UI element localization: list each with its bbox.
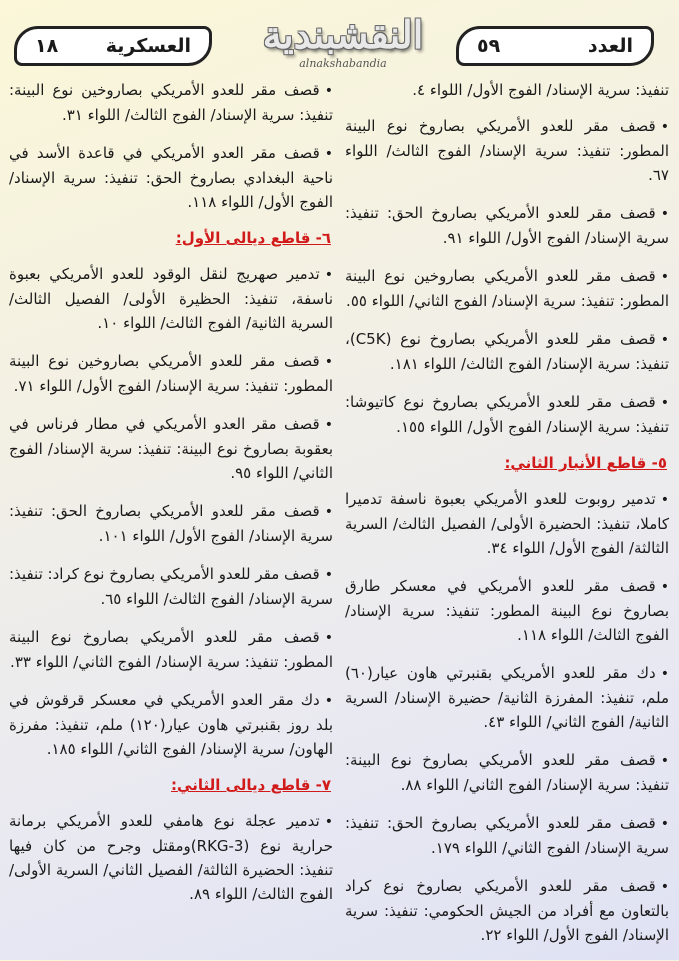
continuation-text: تنفيذ: سرية الإسناد/ الفوج الأول/ اللواء ٤. (412, 81, 669, 99)
page-number: ١٨ (35, 35, 59, 57)
magazine-logo (238, 12, 448, 74)
list-item: •تدمير صهريج لنقل الوقود للعدو الأمريكي بعبوة ناسفة، تنفيذ: الحظيرة الأولى/ الفصيل الثالث/ السرية الثانية/ الفوج الثالث/ اللواء ١٠. (9, 265, 333, 332)
list-item: •قصف مقر للعدو الأمريكي بصاروخ نوع كراد: تنفيذ: سرية الإسناد/ الفوج الثالث/ اللواء ٦٥. (9, 565, 333, 608)
section-badge (14, 26, 212, 66)
list-item: •قصف مقر للعدو الأمريكي بصاروخ نوع (C5K)، تنفيذ: سرية الإسناد/ الفوج الثالث/ اللواء ١٨١. (345, 330, 669, 373)
list-item: •قصف مقر للعدو الأمريكي بصاروخ نوع البينة المطور: تنفيذ: سرية الإسناد/ الفوج الثاني/ اللواء ٣٣. (9, 628, 333, 671)
list-item: •قصف مقر للعدو الأمريكي بصاروخ الحق: تنفيذ: سرية الإسناد/ الفوج الثاني/ اللواء ١٧٩. (345, 814, 669, 857)
list-item: •قصف مقر العدو الأمريكي في مطار فرناس في بعقوبة بصاروخ نوع البينة: تنفيذ: سرية الإسناد/ الفوج الثاني/ اللواء ٩٥. (9, 415, 333, 482)
list-item: •تدمير عجلة نوع هامفي للعدو الأمريكي برمانة حرارية نوع (RKG-3)ومقتل وجرح من كان فيها تنفيذ: الحضيرة الثالثة/ الفصيل الثاني/ السرية الأولى/ الفوج الثالث/ اللواء ٨٩. (9, 812, 333, 903)
list-item: •دك مقر العدو الأمريكي في معسكر قرقوش في بلد روز بقنبرتي هاون عيار(١٢٠) ملم، تنفيذ: مفرزة الهاون/ سرية الإسناد/ الفوج الثاني/ اللواء ١٨٥. (9, 691, 334, 758)
section-label: العسكرية (105, 35, 191, 57)
list-item: •دك مقر للعدو الأمريكي بقنبرتي هاون عيار(٦٠) ملم، تنفيذ: المفرزة الثانية/ حضيرة الإسناد/ السرية الثانية/ الفوج الثاني/ اللواء ٤٣. (345, 664, 669, 731)
logo-title: النقشبندية (262, 12, 424, 57)
list-item: •قصف مقر للعدو الأمريكي بصاروخ نوع البينة المطور: تنفيذ: سرية الإسناد/ الفوج الثالث/ اللواء ٦٧. (345, 117, 669, 184)
issue-badge (456, 26, 654, 66)
section-heading: ٦- قاطع ديالى الأول: (175, 229, 331, 247)
section-heading: ٧- قاطع ديالى الثاني: (171, 776, 331, 794)
list-item: •تدمير روبوت للعدو الأمريكي بعبوة ناسفة تدميرا كاملا، تنفيذ: الحضيرة الأولى/ الفصيل الثالث/ السرية الثالثة/ الفوج الأول/ اللواء ٣٤. (345, 490, 669, 557)
right-column (345, 78, 669, 961)
list-item: •قصف مقر للعدو الأمريكي بصاروخين نوع البينة المطور: تنفيذ: سرية الإسناد/ الفوج الثاني/ اللواء ٥٥. (345, 267, 669, 310)
list-item: •قصف مقر للعدو الأمريكي بصاروخين نوع البينة: تنفيذ: سرية الإسناد/ الفوج الثالث/ اللواء ٣١. (9, 81, 333, 124)
list-item: •قصف مقر للعدو الأمريكي بصاروخ الحق: تنفيذ: سرية الإسناد/ الفوج الأول/ اللواء ٩١. (345, 204, 669, 247)
left-column (9, 78, 333, 920)
list-item: •قصف مقر للعدو الأمريكي بصاروخ نوع كراد بالتعاون مع أفراد من الجيش الحكومي: تنفيذ: سرية الإسناد/ الفوج الأول/ اللواء ٢٢. (345, 877, 669, 944)
list-item: •قصف مقر للعدو الأمريكي بصاروخ الحق: تنفيذ: سرية الإسناد/ الفوج الأول/ اللواء ١٠١. (9, 502, 333, 545)
list-item: •قصف مقر للعدو الأمريكي بصاروخ نوع كاتيوشا: تنفيذ: سرية الإسناد/ الفوج الأول/ اللواء ١٥٥. (345, 393, 669, 436)
issue-label: العدد (587, 35, 633, 57)
section-heading: ٥- قاطع الأنبار الثاني: (504, 454, 667, 472)
logo-subtitle: alnakshabandia (299, 57, 387, 70)
list-item: •قصف مقر للعدو الأمريكي بصاروخين نوع البينة المطور: تنفيذ: سرية الإسناد/ الفوج الأول/ اللواء ٧١. (9, 352, 333, 395)
issue-number: ٥٩ (477, 35, 501, 57)
list-item: •قصف مقر للعدو الأمريكي في معسكر طارق بصاروخ نوع البينة المطور: تنفيذ: سرية الإسناد/ الفوج الثالث/ اللواء ١١٨. (345, 577, 669, 644)
list-item: •قصف مقر العدو الأمريكي في قاعدة الأسد في ناحية البغدادي بصاروخ الحق: تنفيذ: سرية الإسناد/ الفوج الأول/ اللواء ١١٨. (9, 144, 333, 211)
list-item: •قصف مقر للعدو الأمريكي بصاروخ نوع البينة: تنفيذ: سرية الإسناد/ الفوج الثاني/ اللواء ٨٨. (345, 751, 669, 794)
page-header (0, 0, 679, 80)
